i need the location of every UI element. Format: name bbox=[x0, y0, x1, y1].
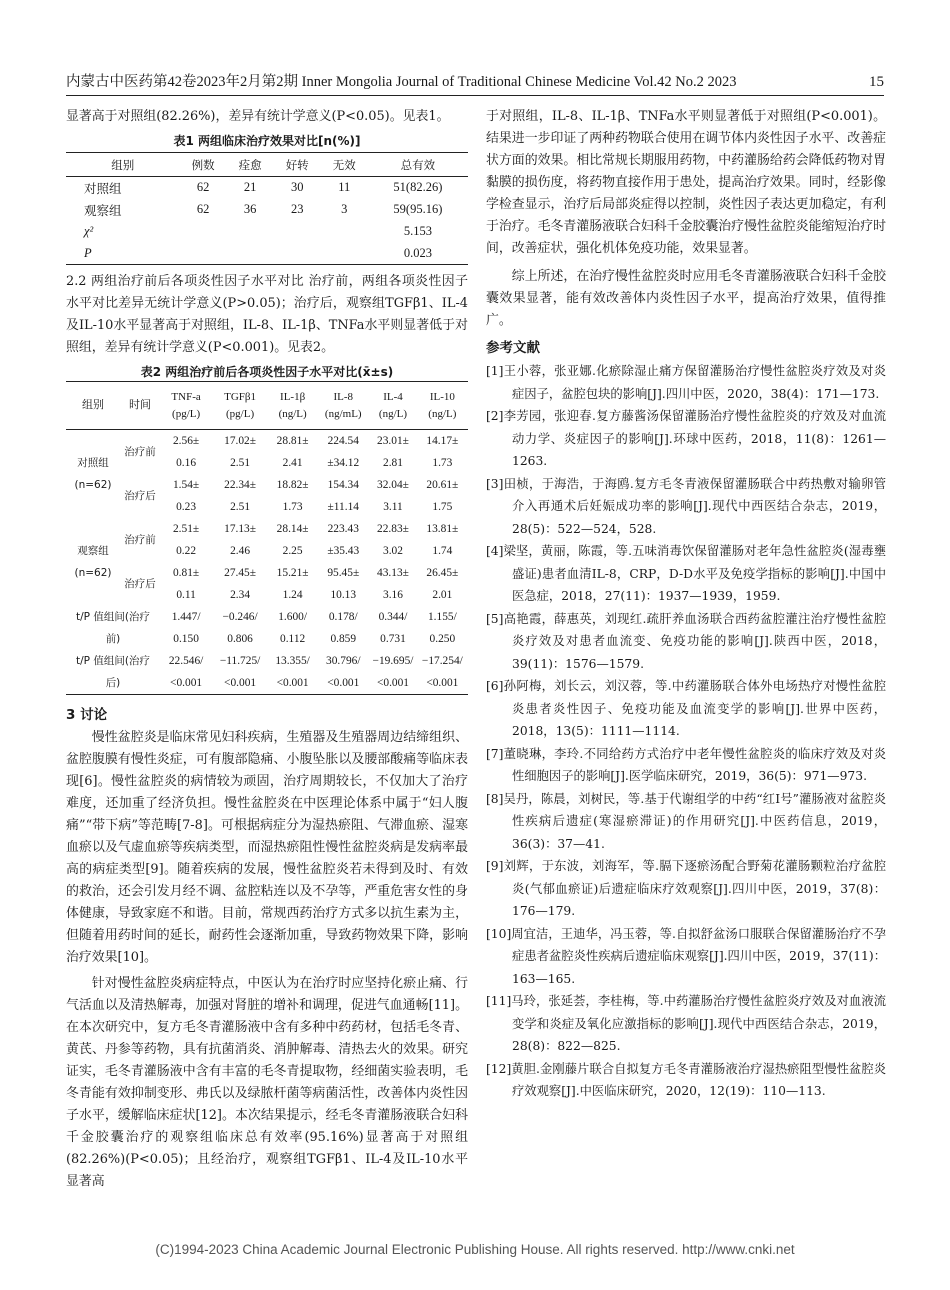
table-cell: <0.001 bbox=[276, 677, 309, 689]
table2 bbox=[66, 381, 468, 695]
table-cell: 26.45± bbox=[426, 567, 459, 579]
table-cell: 0.023 bbox=[403, 245, 432, 260]
table-cell: 2.81 bbox=[383, 457, 403, 469]
left-column bbox=[66, 106, 468, 1193]
table-cell: 观察组 bbox=[84, 203, 122, 218]
table-cell: 2.51 bbox=[230, 501, 251, 513]
table-cell: 2.51± bbox=[172, 523, 200, 535]
table-row bbox=[66, 243, 468, 265]
table-cell: 0.731 bbox=[380, 633, 406, 645]
time-label-before: 治疗前 bbox=[124, 534, 156, 546]
table-row bbox=[66, 474, 468, 496]
table-cell: 1.73 bbox=[432, 457, 453, 469]
table-cell: 30.796/ bbox=[326, 655, 361, 667]
right-column bbox=[486, 106, 886, 1103]
table1-header: 痊愈 bbox=[227, 153, 274, 177]
page-number: 15 bbox=[869, 74, 884, 90]
table-cell: 51(82.26) bbox=[393, 180, 443, 195]
table2-header-row bbox=[66, 382, 468, 430]
table-cell: 18.82± bbox=[276, 479, 309, 491]
group-label-observation: 观察组 (n=62) bbox=[74, 545, 112, 579]
table-cell bbox=[274, 221, 321, 243]
summary-paragraph: 综上所述，在治疗慢性盆腔炎时应用毛冬青灌肠液联合妇科千金胶囊效果显著，能有效改善体内炎性因子水平，提高治疗效果，值得推广。 bbox=[486, 269, 886, 328]
table-cell: 0.344/ bbox=[378, 611, 408, 623]
discussion-paragraph-1: 慢性盆腔炎是临床常见妇科疾病，生殖器及生殖器周边结缔组织、盆腔腹膜有慢性炎症，可有腹部隐痛、小腹坠胀以及腰部酸痛等临床表现[6]。慢性盆腔炎的病情较为顽固，治疗周期较长，不仅加大了治疗难度，还加重了经济负担。慢性盆腔炎在中医理论体系中属于“妇人腹痛”“带下病”等范畴[7-8]。可根据病症分为湿热瘀阻、气滞血瘀、湿寒血瘀以及气虚血瘀等疾病类型，而湿热瘀阻性慢性盆腔炎病是发病率最高的病症类型[9]。随着疾病的发展，慢性盆腔炎若未得到及时、有效的救治，还会引发月经不调、盆腔粘连以及不孕等，严重危害女性的身体健康，导致家庭不和谐。目前，常规西药治疗方式多以抗生素为主，但随着用药时间的延长，耐药性会逐渐加重，导致药物效果下降，影响治疗效果[10]。 bbox=[66, 730, 468, 965]
tp-after-label: t/P 值组间(治疗 bbox=[76, 655, 150, 667]
group-label-control: 对照组 (n=62) bbox=[74, 457, 112, 491]
table-cell: ±35.43 bbox=[327, 545, 360, 557]
copyright-footer: (C)1994-2023 China Academic Journal Electronic Publishing House. All rights reserved. http://www.cnki.net bbox=[155, 1242, 795, 1257]
section-3-heading: 3 讨论 bbox=[66, 707, 108, 723]
table-cell bbox=[227, 243, 274, 265]
table-cell: 0.81± bbox=[172, 567, 200, 579]
table2-header: IL-8 (ng/mL) bbox=[317, 382, 369, 430]
tp-before-label-cont: 前) bbox=[105, 633, 121, 645]
table1-header: 组别 bbox=[66, 153, 180, 177]
table-cell: 43.13± bbox=[377, 567, 409, 579]
table-cell bbox=[227, 221, 274, 243]
table-cell: 2.41 bbox=[282, 457, 303, 469]
table-cell: 3.11 bbox=[383, 501, 403, 513]
table-cell: 154.34 bbox=[327, 479, 359, 491]
reference-item: [5]高艳霞，薛惠英，刘现红.疏肝养血汤联合西药盆腔灌注治疗慢性盆腔炎疗效及对患者血流变、免疫功能的影响[J].陕西中医，2018，39(11)：1576—1579. bbox=[486, 611, 886, 671]
table1-header: 无效 bbox=[321, 153, 368, 177]
table-cell: 对照组 bbox=[84, 181, 122, 196]
table-cell bbox=[321, 243, 368, 265]
table-cell: 0.22 bbox=[176, 545, 197, 557]
table-cell: 2.01 bbox=[432, 589, 453, 601]
tp-before-label: t/P 值组间(治疗 bbox=[76, 611, 150, 623]
table-cell: 28.14± bbox=[276, 523, 309, 535]
table1 bbox=[66, 152, 468, 265]
table-cell: 1.74 bbox=[432, 545, 453, 557]
section-2-2-paragraph: 2.2 两组治疗前后各项炎性因子水平对比 治疗前，两组各项炎性因子水平对比差异无统计学意义(P>0.05)；治疗后，观察组TGFβ1、IL-4及IL-10水平显著高于对照组，IL-8、IL-1β、TNFa水平则显著低于对照组，差异有统计学意义(P<0.001)。见表2。 bbox=[66, 274, 468, 355]
table-cell: 224.54 bbox=[327, 435, 359, 447]
references-list bbox=[486, 360, 886, 1103]
results-intro-line: 显著高于对照组(82.26%)，差异有统计学意义(P<0.05)。见表1。 bbox=[66, 109, 450, 124]
table-cell: ±34.12 bbox=[327, 457, 360, 469]
reference-item: [6]孙阿梅，刘长云，刘汉蓉，等.中药灌肠联合体外电场热疗对慢性盆腔炎患者炎性因子、免疫功能及血流变学的影响[J].世界中医药，2018，13(5)：1111—1114. bbox=[486, 679, 886, 738]
table-cell: 14.17± bbox=[426, 435, 459, 447]
table-cell: 13.355/ bbox=[275, 655, 310, 667]
table-row bbox=[66, 199, 468, 221]
table-cell: 2.51 bbox=[230, 457, 251, 469]
table-cell: 32.04± bbox=[377, 479, 409, 491]
table-cell: −11.725/ bbox=[219, 655, 261, 667]
table-cell: 1.75 bbox=[432, 501, 453, 513]
table-cell: 28.81± bbox=[276, 435, 309, 447]
table-cell: ±11.14 bbox=[327, 501, 359, 513]
reference-item: [8]吴丹，陈晨，刘树民，等.基于代谢组学的中药“红Ⅰ号”灌肠液对盆腔炎性疾病后遗症(寒湿瘀滞证)的作用研究[J].中医药信息，2019，36(3)：37—41. bbox=[486, 791, 886, 851]
table-cell: 27.45± bbox=[224, 567, 257, 579]
table2-header: IL-10 (ng/L) bbox=[417, 382, 468, 430]
table-row bbox=[66, 177, 468, 199]
table2-title: 表2 两组治疗前后各项炎性因子水平对比(x̄±s) bbox=[140, 365, 394, 379]
table-cell: <0.001 bbox=[327, 677, 360, 689]
table-cell: 23.01± bbox=[377, 435, 409, 447]
time-label-after: 治疗后 bbox=[124, 490, 156, 502]
table-cell: 95.45± bbox=[327, 567, 360, 579]
table-cell: 1.600/ bbox=[278, 611, 308, 623]
table-cell: 15.21± bbox=[276, 567, 309, 579]
table-cell: 22.34± bbox=[224, 479, 257, 491]
table2-header: TGFβ1 (pg/L) bbox=[212, 382, 268, 430]
table-row bbox=[66, 430, 468, 453]
table-row bbox=[66, 628, 468, 650]
table2-header: IL-1β (ng/L) bbox=[268, 382, 317, 430]
table-cell: 0.859 bbox=[330, 633, 357, 645]
table-cell: <0.001 bbox=[224, 677, 257, 689]
table-cell: <0.001 bbox=[376, 677, 410, 689]
page-header bbox=[66, 66, 884, 96]
table-cell bbox=[180, 221, 227, 243]
table1-header-row bbox=[66, 153, 468, 177]
table2-header: IL-4 (ng/L) bbox=[369, 382, 416, 430]
reference-item: [11]马玲，张延荟，李桂梅，等.中药灌肠治疗慢性盆腔炎疗效及对血液流变学和炎症及氧化应激指标的影响[J].现代中西医结合杂志，2019，28(8)：822—825. bbox=[486, 994, 886, 1053]
table-cell: 62 bbox=[196, 180, 210, 195]
table1-title: 表1 两组临床治疗效果对比[n(%)] bbox=[173, 134, 361, 148]
time-label-after: 治疗后 bbox=[124, 578, 156, 590]
reference-item: [12]黄胆.金刚藤片联合自拟复方毛冬青灌肠液治疗湿热瘀阻型慢性盆腔炎疗效观察[J].中医临床研究，2020，12(19)：110—113. bbox=[486, 1061, 886, 1098]
table-cell: 0.11 bbox=[176, 589, 196, 601]
table-cell: 2.46 bbox=[230, 545, 251, 557]
reference-item: [2]李芳园，张迎春.复方藤酱汤保留灌肠治疗慢性盆腔炎的疗效及对血流动力学、炎症因子的影响[J].环球中医药，2018，11(8)：1261—1263. bbox=[486, 409, 886, 468]
table-cell bbox=[180, 243, 227, 265]
table-cell: 1.24 bbox=[282, 589, 303, 601]
table-cell: 0.16 bbox=[176, 457, 197, 469]
reference-item: [7]董晓琳，李玲.不同给药方式治疗中老年慢性盆腔炎的临床疗效及对炎性细胞因子的影响[J].医学临床研究，2019，36(5)：971—973. bbox=[486, 746, 886, 783]
table-cell: 3.02 bbox=[383, 545, 403, 557]
table-cell: −0.246/ bbox=[222, 611, 258, 623]
table-cell: 2.56± bbox=[172, 435, 200, 447]
table-cell: −17.254/ bbox=[421, 655, 463, 667]
table-cell: <0.001 bbox=[170, 677, 203, 689]
table-cell: 1.155/ bbox=[427, 611, 457, 623]
reference-item: [4]梁坚，黄丽，陈霞，等.五味消毒饮保留灌肠对老年急性盆腔炎(湿毒壅盛证)患者血清IL-8，CRP，D-D水平及免疫学指标的影响[J].中国中医急症，2018，27(11)：1937—1939，1959. bbox=[486, 544, 886, 603]
reference-item: [9]刘辉，于东波，刘海军，等.膈下逐瘀汤配合野菊花灌肠颗粒治疗盆腔炎(气郁血瘀证)后遗症临床疗效观察[J].四川中医，2019，37(8)：176—179. bbox=[486, 859, 886, 918]
table-row bbox=[66, 562, 468, 584]
table-row bbox=[66, 650, 468, 672]
journal-running-title: 内蒙古中医药第42卷2023年2月第2期 Inner Mongolia Journal of Traditional Chinese Medicine Vol.42 No.2 2023 bbox=[66, 74, 737, 90]
table-cell bbox=[274, 243, 321, 265]
table-cell: 13.81± bbox=[426, 523, 459, 535]
table-cell: 36 bbox=[243, 202, 257, 216]
table-cell: −19.695/ bbox=[372, 655, 414, 667]
table-cell: 0.806 bbox=[227, 633, 253, 645]
time-label-before: 治疗前 bbox=[124, 446, 156, 458]
table-cell: 0.250 bbox=[429, 633, 456, 645]
table-cell: 1.54± bbox=[172, 479, 200, 491]
table-row bbox=[66, 672, 468, 695]
reference-item: [3]田桢，于海浩，于海鸥.复方毛冬青液保留灌肠联合中药热敷对输卵管介入再通术后妊娠成功率的影响[J].现代中西医结合杂志，2019，28(5)：522—524，528. bbox=[486, 476, 886, 536]
table-cell: 2.34 bbox=[230, 589, 251, 601]
table-cell: 1.447/ bbox=[171, 611, 201, 623]
table-cell: P bbox=[84, 245, 92, 260]
table-row bbox=[66, 606, 468, 628]
table-cell: 3.16 bbox=[383, 589, 403, 601]
references-heading: 参考文献 bbox=[486, 340, 540, 356]
table-cell: 59(95.16) bbox=[393, 202, 443, 216]
table-row bbox=[66, 518, 468, 540]
table-cell: χ² bbox=[84, 224, 94, 238]
table-row bbox=[66, 221, 468, 243]
discussion-paragraph-2: 针对慢性盆腔炎病症特点，中医认为在治疗时应坚持化瘀止痛、行气活血以及清热解毒，加强对肾脏的增补和调理，促进气血通畅[11]。在本次研究中，复方毛冬青灌肠液中含有多种中药药材，包括毛冬青、黄芪、丹参等药物，具有抗菌消炎、消肿解毒、清热去火的效果。研究证实，毛冬青灌肠液中含有丰富的毛冬青提取物，经细菌实验表明，毛冬青能有效抑制变形、弗氏以及绿脓杆菌等病菌活性，改善体内炎性因子水平，缓解临床症状[12]。本次结果提示，经毛冬青灌肠液联合妇科千金胶囊治疗的观察组临床总有效率(95.16%)显著高于对照组(82.26%)(P<0.05)；且经治疗，观察组TGFβ1、IL-4及IL-10水平显著高 bbox=[66, 976, 468, 1189]
table-cell: 22.83± bbox=[377, 523, 409, 535]
table-cell: 2.25 bbox=[282, 545, 303, 557]
table-cell: 62 bbox=[196, 202, 210, 216]
table-cell: 223.43 bbox=[327, 523, 359, 535]
table-cell: 20.61± bbox=[426, 479, 459, 491]
reference-item: [10]周宜洁，王迪华，冯玉蓉，等.自拟舒盆汤口服联合保留灌肠治疗不孕症患者盆腔炎性疾病后遗症临床观察[J].四川中医，2019，37(11)：163—165. bbox=[486, 926, 886, 986]
table-cell: 17.13± bbox=[224, 523, 257, 535]
table-cell: 3 bbox=[341, 202, 348, 216]
tp-after-label-cont: 后) bbox=[105, 677, 121, 689]
reference-item: [1]王小蓉，张亚娜.化瘀除湿止痛方保留灌肠治疗慢性盆腔炎疗效及对炎症因子，盆腔包块的影响[J].四川中医，2020，38(4)：171—173. bbox=[486, 364, 886, 401]
table-cell: 0.112 bbox=[280, 633, 306, 645]
table-cell: 30 bbox=[290, 180, 304, 195]
table-cell: 0.150 bbox=[173, 633, 199, 645]
table-cell: 23 bbox=[290, 202, 304, 216]
table-cell: 10.13 bbox=[330, 589, 357, 601]
table2-header: 时间 bbox=[120, 382, 160, 430]
table-cell: 0.178/ bbox=[328, 611, 358, 623]
table1-header: 总有效 bbox=[368, 153, 468, 177]
table-cell: 11 bbox=[338, 180, 351, 195]
table-cell: 1.73 bbox=[282, 501, 303, 513]
table-cell: 17.02± bbox=[224, 435, 257, 447]
table-cell: 5.153 bbox=[403, 224, 432, 238]
table-cell: 21 bbox=[243, 180, 257, 195]
table1-header: 例数 bbox=[180, 153, 227, 177]
table2-header: TNF-a (pg/L) bbox=[160, 382, 212, 430]
table-cell: 22.546/ bbox=[168, 655, 204, 667]
table-cell: <0.001 bbox=[426, 677, 459, 689]
table-cell: 0.23 bbox=[176, 501, 197, 513]
table2-header: 组别 bbox=[66, 382, 120, 430]
table1-header: 好转 bbox=[274, 153, 321, 177]
table-cell bbox=[321, 221, 368, 243]
discussion-paragraph-cont: 于对照组，IL-8、IL-1β、TNFa水平则显著低于对照组(P<0.001)。结果进一步印证了两种药物联合使用在调节体内炎性因子水平、改善症状方面的效果。相比常规长期服用药物，中药灌肠给药会降低药物对胃黏膜的损伤度，将药物直接作用于患处，提高治疗效果。同时，经影像学检查显示，治疗后局部炎症得以控制，炎性因子表达更加稳定，有利于治疗。毛冬青灌肠液联合妇科千金胶囊治疗慢性盆腔炎能缩短治疗时间，改善症状，强化机体免疫功能，效果显著。 bbox=[486, 109, 886, 256]
